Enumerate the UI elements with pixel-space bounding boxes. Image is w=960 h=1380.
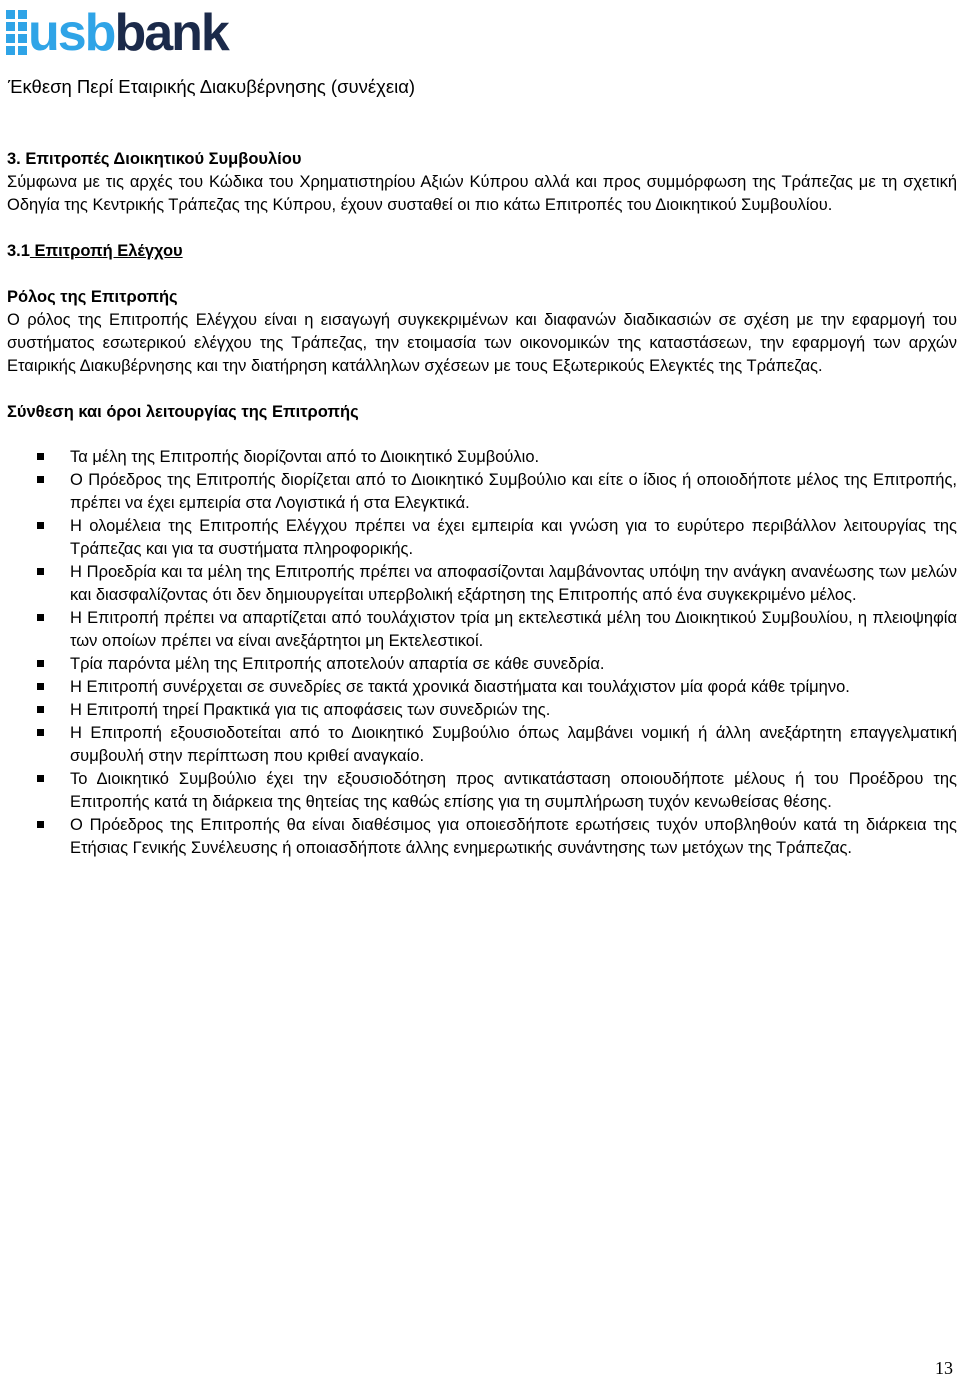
square-bullet-icon [37, 453, 44, 460]
list-item: Η Επιτροπή συνέρχεται σε συνεδρίες σε τακτά χρονικά διαστήματα και τουλάχιστον μία φορά κάθε τρίμηνο. [7, 676, 957, 699]
role-heading: Ρόλος της Επιτροπής [7, 288, 178, 306]
list-item: Ο Πρόεδρος της Επιτροπής διορίζεται από το Διοικητικό Συμβούλιο και είτε ο ίδιος ή οποιοδήποτε μέλος της Επιτροπής, πρέπει να έχει εμπειρία στα Λογιστικά ή στα Ελεγκτικά. [7, 469, 957, 515]
list-item: Η Επιτροπή εξουσιοδοτείται από το Διοικητικό Συμβούλιο όπως λαμβάνει νομική ή άλλη ανεξάρτητη επαγγελματική συμβουλή στην περίπτωση που κριθεί αναγκαίο. [7, 722, 957, 768]
list-item: Τρία παρόντα μέλη της Επιτροπής αποτελούν απαρτία σε κάθε συνεδρία. [7, 653, 957, 676]
square-bullet-icon [37, 614, 44, 621]
page-number: 13 [935, 1358, 953, 1378]
list-item: Τα μέλη της Επιτροπής διορίζονται από το Διοικητικό Συμβούλιο. [7, 446, 957, 469]
list-item: Η Επιτροπή πρέπει να απαρτίζεται από τουλάχιστον τρία μη εκτελεστικά μέλη του Διοικητικού Συμβουλίου, η πλειοψηφία των οποίων πρέπει να είναι ανεξάρτητοι μη Εκτελεστικοί. [7, 607, 957, 653]
square-bullet-icon [37, 660, 44, 667]
role-text: Ο ρόλος της Επιτροπής Ελέγχου είναι η εισαγωγή συγκεκριμένων και διαφανών διαδικασιών σε σχέση με την εφαρμογή του συστήματος εσωτερικού ελέγχου της Τράπεζας, την ετοιμασία των οικονομικών της καταστάσεων, την εφαρμογή των αρχών Εταιρικής Διακυβέρνησης και την διατήρηση κατάλληλων σχέσεων με τους Εξωτερικούς Ελεγκτές της Τράπεζας. [7, 311, 957, 375]
square-bullet-icon [37, 683, 44, 690]
list-item: Ο Πρόεδρος της Επιτροπής θα είναι διαθέσιμος για οποιεσδήποτε ερωτήσεις τυχόν υποβληθούν κατά τη διάρκεια της Ετήσιας Γενικής Συνέλευσης ή οποιασδήποτε άλλης ενημερωτικής συνάντησης των μετόχων της Τράπεζας. [7, 814, 957, 860]
composition-list [7, 446, 957, 860]
subsection-number: 3.1 [7, 242, 30, 260]
square-bullet-icon [37, 568, 44, 575]
square-bullet-icon [37, 706, 44, 713]
square-bullet-icon [37, 775, 44, 782]
subsection-heading [7, 240, 957, 263]
subsection-title: Επιτροπή Ελέγχου [34, 242, 183, 260]
list-item: Η ολομέλεια της Επιτροπής Ελέγχου πρέπει να έχει εμπειρία και γνώση για το ευρύτερο περιβάλλον λειτουργίας της Τράπεζας και για τα συστήματα πληροφορικής. [7, 515, 957, 561]
square-bullet-icon [37, 821, 44, 828]
logo-grid-mark [6, 10, 27, 55]
document-title: Έκθεση Περί Εταιρικής Διακυβέρνησης (συνέχεια) [8, 76, 416, 97]
list-item: Το Διοικητικό Συμβούλιο έχει την εξουσιοδότηση προς αντικατάσταση οποιουδήποτε μέλους ή του Προέδρου της Επιτροπής κατά τη διάρκεια της θητείας της καθώς επίσης για τη συμπλήρωση τυχόν κενωθείσας θέσης. [7, 768, 957, 814]
composition-heading: Σύνθεση και όροι λειτουργίας της Επιτροπής [7, 403, 359, 421]
list-item: Η Προεδρία και τα μέλη της Επιτροπής πρέπει να αποφασίζονται λαμβάνοντας υπόψη την ανάγκη ανανέωσης των μελών και διασφαλίζοντας ότι δεν δημιουργείται υπερβολική εξάρτηση της Επιτροπής από ένα συγκεκριμένο μέλος. [7, 561, 957, 607]
section-intro: Σύμφωνα με τις αρχές του Κώδικα του Χρηματιστηρίου Αξιών Κύπρου αλλά και προς συμμόρφωση της Τράπεζας με τη σχετική Οδηγία της Κεντρικής Τράπεζας της Κύπρου, έχουν συσταθεί οι πιο κάτω Επιτροπές του Διοικητικού Συμβουλίου. [7, 173, 957, 214]
square-bullet-icon [37, 522, 44, 529]
usbbank-logo [6, 6, 346, 56]
document-body [7, 148, 957, 860]
square-bullet-icon [37, 729, 44, 736]
list-item: Η Επιτροπή τηρεί Πρακτικά για τις αποφάσεις των συνεδριών της. [7, 699, 957, 722]
square-bullet-icon [37, 476, 44, 483]
logo-text: usbbank [28, 6, 228, 56]
section-heading: 3. Επιτροπές Διοικητικού Συμβουλίου [7, 150, 302, 168]
